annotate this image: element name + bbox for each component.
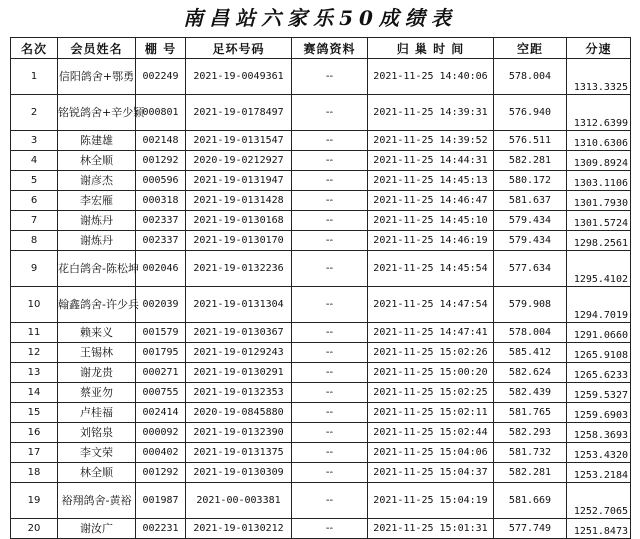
cell-distance: 576.940 xyxy=(494,95,567,131)
cell-distance: 576.511 xyxy=(494,131,567,151)
cell-shed: 000092 xyxy=(136,423,186,443)
cell-member: 李文荣 xyxy=(58,443,136,463)
cell-shed: 002337 xyxy=(136,231,186,251)
cell-speed: 1303.1106 xyxy=(567,171,631,191)
table-row xyxy=(11,211,631,231)
cell-ring: 2021-19-0130168 xyxy=(186,211,292,231)
table-row xyxy=(11,191,631,211)
cell-rank: 14 xyxy=(11,383,58,403)
table-row xyxy=(11,59,631,95)
cell-arrival: 2021-11-25 15:02:11 xyxy=(368,403,494,423)
cell-member: 花白鸽舍-陈松坤 xyxy=(58,251,136,287)
cell-shed: 001292 xyxy=(136,463,186,483)
cell-distance: 582.281 xyxy=(494,151,567,171)
cell-ring: 2021-19-0130291 xyxy=(186,363,292,383)
cell-speed: 1265.6233 xyxy=(567,363,631,383)
header-row xyxy=(11,38,631,59)
header-shed: 棚 号 xyxy=(136,38,186,59)
cell-arrival: 2021-11-25 15:02:25 xyxy=(368,383,494,403)
cell-member: 赖来义 xyxy=(58,323,136,343)
cell-distance: 581.637 xyxy=(494,191,567,211)
cell-info: -- xyxy=(292,343,368,363)
cell-arrival: 2021-11-25 15:00:20 xyxy=(368,363,494,383)
cell-member: 李宏雁 xyxy=(58,191,136,211)
cell-member: 王锡林 xyxy=(58,343,136,363)
cell-shed: 002249 xyxy=(136,59,186,95)
cell-ring: 2021-00-003381 xyxy=(186,483,292,519)
cell-info: -- xyxy=(292,443,368,463)
cell-rank: 16 xyxy=(11,423,58,443)
cell-rank: 7 xyxy=(11,211,58,231)
cell-arrival: 2021-11-25 15:04:06 xyxy=(368,443,494,463)
cell-info: -- xyxy=(292,251,368,287)
cell-rank: 19 xyxy=(11,483,58,519)
header-ring: 足环号码 xyxy=(186,38,292,59)
cell-info: -- xyxy=(292,171,368,191)
cell-rank: 5 xyxy=(11,171,58,191)
cell-rank: 18 xyxy=(11,463,58,483)
results-body xyxy=(11,59,631,539)
cell-rank: 4 xyxy=(11,151,58,171)
cell-info: -- xyxy=(292,211,368,231)
cell-arrival: 2021-11-25 14:39:52 xyxy=(368,131,494,151)
cell-info: -- xyxy=(292,151,368,171)
cell-member: 翰鑫鸽舍-许少兵 xyxy=(58,287,136,323)
cell-distance: 579.434 xyxy=(494,211,567,231)
cell-speed: 1253.4320 xyxy=(567,443,631,463)
cell-rank: 11 xyxy=(11,323,58,343)
cell-speed: 1265.9108 xyxy=(567,343,631,363)
cell-info: -- xyxy=(292,403,368,423)
cell-member: 林全顺 xyxy=(58,463,136,483)
cell-shed: 002231 xyxy=(136,519,186,539)
cell-rank: 13 xyxy=(11,363,58,383)
cell-distance: 581.765 xyxy=(494,403,567,423)
cell-speed: 1301.7930 xyxy=(567,191,631,211)
cell-speed: 1253.2184 xyxy=(567,463,631,483)
cell-info: -- xyxy=(292,131,368,151)
cell-arrival: 2021-11-25 14:45:10 xyxy=(368,211,494,231)
cell-distance: 578.004 xyxy=(494,59,567,95)
cell-speed: 1291.0660 xyxy=(567,323,631,343)
cell-arrival: 2021-11-25 14:44:31 xyxy=(368,151,494,171)
cell-ring: 2021-19-0130309 xyxy=(186,463,292,483)
cell-speed: 1309.8924 xyxy=(567,151,631,171)
cell-shed: 000318 xyxy=(136,191,186,211)
cell-arrival: 2021-11-25 15:01:31 xyxy=(368,519,494,539)
cell-arrival: 2021-11-25 15:04:37 xyxy=(368,463,494,483)
cell-shed: 002337 xyxy=(136,211,186,231)
cell-distance: 579.908 xyxy=(494,287,567,323)
results-table xyxy=(10,37,631,539)
cell-shed: 000271 xyxy=(136,363,186,383)
cell-shed: 000596 xyxy=(136,171,186,191)
table-row xyxy=(11,343,631,363)
cell-info: -- xyxy=(292,363,368,383)
cell-distance: 581.669 xyxy=(494,483,567,519)
cell-info: -- xyxy=(292,191,368,211)
cell-distance: 581.732 xyxy=(494,443,567,463)
cell-member: 刘铭泉 xyxy=(58,423,136,443)
cell-speed: 1298.2561 xyxy=(567,231,631,251)
header-member: 会员姓名 xyxy=(58,38,136,59)
cell-info: -- xyxy=(292,463,368,483)
table-row xyxy=(11,251,631,287)
cell-ring: 2021-19-0131547 xyxy=(186,131,292,151)
cell-member: 谢炼丹 xyxy=(58,231,136,251)
cell-distance: 578.004 xyxy=(494,323,567,343)
table-row xyxy=(11,403,631,423)
cell-arrival: 2021-11-25 14:47:41 xyxy=(368,323,494,343)
cell-distance: 577.634 xyxy=(494,251,567,287)
cell-member: 铭锐鸽舍+辛少颖 xyxy=(58,95,136,131)
header-info: 赛鸽资料 xyxy=(292,38,368,59)
cell-arrival: 2021-11-25 15:02:26 xyxy=(368,343,494,363)
cell-speed: 1294.7019 xyxy=(567,287,631,323)
cell-ring: 2021-19-0132353 xyxy=(186,383,292,403)
cell-shed: 000801 xyxy=(136,95,186,131)
table-row xyxy=(11,171,631,191)
cell-info: -- xyxy=(292,483,368,519)
cell-shed: 001579 xyxy=(136,323,186,343)
cell-ring: 2021-19-0130170 xyxy=(186,231,292,251)
cell-member: 陈建雄 xyxy=(58,131,136,151)
cell-rank: 17 xyxy=(11,443,58,463)
table-row xyxy=(11,519,631,539)
cell-speed: 1259.6903 xyxy=(567,403,631,423)
cell-speed: 1301.5724 xyxy=(567,211,631,231)
cell-arrival: 2021-11-25 15:02:44 xyxy=(368,423,494,443)
table-row xyxy=(11,131,631,151)
table-row xyxy=(11,423,631,443)
cell-ring: 2021-19-0132390 xyxy=(186,423,292,443)
cell-distance: 582.439 xyxy=(494,383,567,403)
cell-speed: 1259.5327 xyxy=(567,383,631,403)
cell-speed: 1251.8473 xyxy=(567,519,631,539)
cell-ring: 2021-19-0131428 xyxy=(186,191,292,211)
cell-ring: 2021-19-0130367 xyxy=(186,323,292,343)
header-arrival: 归 巢 时 间 xyxy=(368,38,494,59)
cell-ring: 2021-19-0132236 xyxy=(186,251,292,287)
cell-distance: 577.749 xyxy=(494,519,567,539)
cell-rank: 12 xyxy=(11,343,58,363)
cell-ring: 2021-19-0130212 xyxy=(186,519,292,539)
cell-shed: 002414 xyxy=(136,403,186,423)
table-row xyxy=(11,95,631,131)
cell-ring: 2021-19-0131375 xyxy=(186,443,292,463)
cell-distance: 582.293 xyxy=(494,423,567,443)
cell-info: -- xyxy=(292,59,368,95)
cell-rank: 2 xyxy=(11,95,58,131)
table-row xyxy=(11,443,631,463)
table-row xyxy=(11,287,631,323)
table-row xyxy=(11,483,631,519)
cell-member: 谢汝广 xyxy=(58,519,136,539)
table-row xyxy=(11,363,631,383)
cell-arrival: 2021-11-25 15:04:19 xyxy=(368,483,494,519)
cell-rank: 6 xyxy=(11,191,58,211)
cell-member: 谢炼丹 xyxy=(58,211,136,231)
cell-info: -- xyxy=(292,231,368,251)
cell-info: -- xyxy=(292,383,368,403)
cell-arrival: 2021-11-25 14:46:47 xyxy=(368,191,494,211)
cell-shed: 002148 xyxy=(136,131,186,151)
cell-shed: 000402 xyxy=(136,443,186,463)
cell-speed: 1252.7065 xyxy=(567,483,631,519)
cell-arrival: 2021-11-25 14:39:31 xyxy=(368,95,494,131)
cell-arrival: 2021-11-25 14:45:54 xyxy=(368,251,494,287)
cell-distance: 582.624 xyxy=(494,363,567,383)
cell-rank: 8 xyxy=(11,231,58,251)
cell-member: 裕翔鸽舍-黄裕 xyxy=(58,483,136,519)
table-row xyxy=(11,383,631,403)
table-row xyxy=(11,231,631,251)
cell-speed: 1295.4102 xyxy=(567,251,631,287)
cell-arrival: 2021-11-25 14:46:19 xyxy=(368,231,494,251)
cell-shed: 002039 xyxy=(136,287,186,323)
cell-shed: 000755 xyxy=(136,383,186,403)
header-speed: 分速 xyxy=(567,38,631,59)
cell-speed: 1313.3325 xyxy=(567,59,631,95)
cell-ring: 2020-19-0212927 xyxy=(186,151,292,171)
cell-ring: 2020-19-0845880 xyxy=(186,403,292,423)
cell-info: -- xyxy=(292,423,368,443)
cell-info: -- xyxy=(292,519,368,539)
cell-info: -- xyxy=(292,287,368,323)
cell-ring: 2021-19-0049361 xyxy=(186,59,292,95)
cell-info: -- xyxy=(292,95,368,131)
cell-distance: 585.412 xyxy=(494,343,567,363)
cell-member: 信阳鸽舍+鄂勇 xyxy=(58,59,136,95)
cell-rank: 20 xyxy=(11,519,58,539)
cell-arrival: 2021-11-25 14:45:13 xyxy=(368,171,494,191)
cell-shed: 001987 xyxy=(136,483,186,519)
cell-member: 谢龙贵 xyxy=(58,363,136,383)
cell-ring: 2021-19-0178497 xyxy=(186,95,292,131)
table-row xyxy=(11,151,631,171)
table-row xyxy=(11,323,631,343)
cell-shed: 001292 xyxy=(136,151,186,171)
page-title: 南昌站六家乐50成绩表 xyxy=(183,6,457,30)
cell-shed: 002046 xyxy=(136,251,186,287)
cell-member: 谢彦杰 xyxy=(58,171,136,191)
header-distance: 空距 xyxy=(494,38,567,59)
cell-ring: 2021-19-0129243 xyxy=(186,343,292,363)
header-rank: 名次 xyxy=(11,38,58,59)
cell-rank: 15 xyxy=(11,403,58,423)
cell-distance: 579.434 xyxy=(494,231,567,251)
cell-ring: 2021-19-0131947 xyxy=(186,171,292,191)
cell-rank: 1 xyxy=(11,59,58,95)
cell-arrival: 2021-11-25 14:47:54 xyxy=(368,287,494,323)
cell-speed: 1258.3693 xyxy=(567,423,631,443)
cell-member: 卢桂福 xyxy=(58,403,136,423)
cell-rank: 3 xyxy=(11,131,58,151)
cell-speed: 1310.6306 xyxy=(567,131,631,151)
cell-member: 林全顺 xyxy=(58,151,136,171)
cell-rank: 10 xyxy=(11,287,58,323)
cell-member: 蔡亚勿 xyxy=(58,383,136,403)
cell-distance: 582.281 xyxy=(494,463,567,483)
cell-info: -- xyxy=(292,323,368,343)
cell-arrival: 2021-11-25 14:40:06 xyxy=(368,59,494,95)
cell-distance: 580.172 xyxy=(494,171,567,191)
cell-speed: 1312.6399 xyxy=(567,95,631,131)
cell-ring: 2021-19-0131304 xyxy=(186,287,292,323)
cell-shed: 001795 xyxy=(136,343,186,363)
table-row xyxy=(11,463,631,483)
cell-rank: 9 xyxy=(11,251,58,287)
